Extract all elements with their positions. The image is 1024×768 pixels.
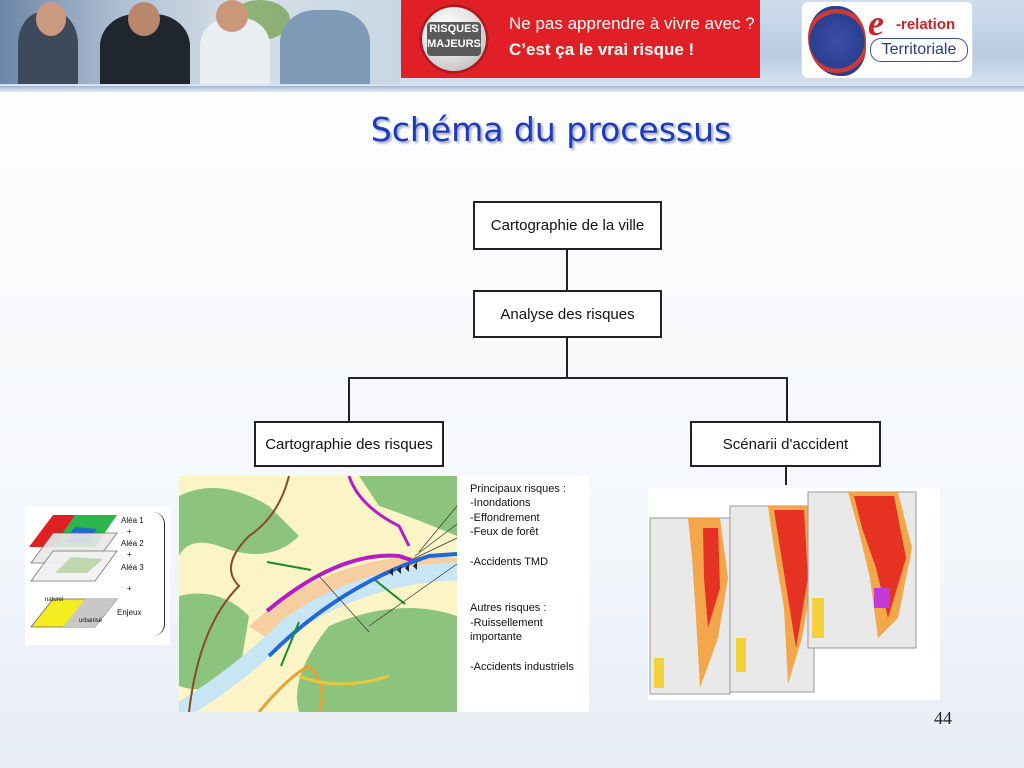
legend-item: -Feux de forêt — [470, 526, 539, 538]
layer-label-plus: + — [127, 527, 132, 536]
legend-other-heading: Autres risques : — [470, 602, 547, 614]
connector-line — [785, 467, 787, 485]
risk-banner — [401, 0, 760, 78]
layer-label-plus: + — [127, 550, 132, 559]
header-photo — [0, 0, 400, 84]
logo-line2: MAJEURS — [427, 38, 481, 50]
layer-label-urbanise: urbanisé — [79, 618, 103, 624]
legend-item-tmd: -Accidents TMD — [470, 556, 549, 568]
logo-relation-word: -relation — [896, 16, 956, 33]
layers-brace — [148, 512, 165, 636]
e-relation-logo — [802, 2, 972, 78]
connector-line — [786, 377, 788, 421]
accident-scenario-maps — [648, 488, 940, 700]
box-accident-scenarios: Scénarii d'accident — [690, 421, 881, 467]
risk-banner-line2: C’est ça le vrai risque ! — [509, 40, 695, 59]
connector-line — [348, 377, 350, 421]
header-divider — [0, 86, 1024, 92]
layer-label-naturel: naturel — [45, 597, 64, 603]
slide-title: Schéma du processus — [370, 110, 732, 149]
legend-item: -Effondrement — [470, 512, 540, 524]
territory-emblem-icon — [808, 6, 866, 76]
legend-main-heading: Principaux risques : — [470, 483, 566, 495]
page-number: 44 — [934, 708, 952, 728]
logo-territoriale-word: Territoriale — [870, 38, 968, 62]
legend-item: importante — [470, 631, 522, 643]
legend-item: -Inondations — [470, 497, 531, 509]
scenario-maps-svg — [648, 488, 940, 700]
logo-e-letter: e — [868, 3, 884, 43]
risques-majeurs-logo — [419, 4, 489, 74]
legend-item-industrial: -Accidents industriels — [470, 661, 574, 673]
box-city-mapping: Cartographie de la ville — [473, 201, 662, 250]
legend-item: -Ruissellement — [470, 617, 543, 629]
logo-line1: RISQUES — [429, 23, 479, 35]
layer-label-alea2: Aléa 2 — [121, 539, 144, 548]
box-risk-analysis: Analyse des risques — [473, 290, 662, 338]
connector-line — [566, 250, 568, 290]
layer-label-alea3: Aléa 3 — [121, 563, 144, 572]
risk-banner-line1: Ne pas apprendre à vivre avec ? — [509, 14, 755, 33]
connector-line — [348, 377, 788, 379]
layer-label-enjeux: Enjeux — [117, 608, 142, 617]
connector-line — [566, 338, 568, 378]
layer-label-plus: + — [127, 584, 132, 593]
layer-label-alea1: Aléa 1 — [121, 516, 144, 525]
box-risk-mapping: Cartographie des risques — [254, 421, 444, 467]
